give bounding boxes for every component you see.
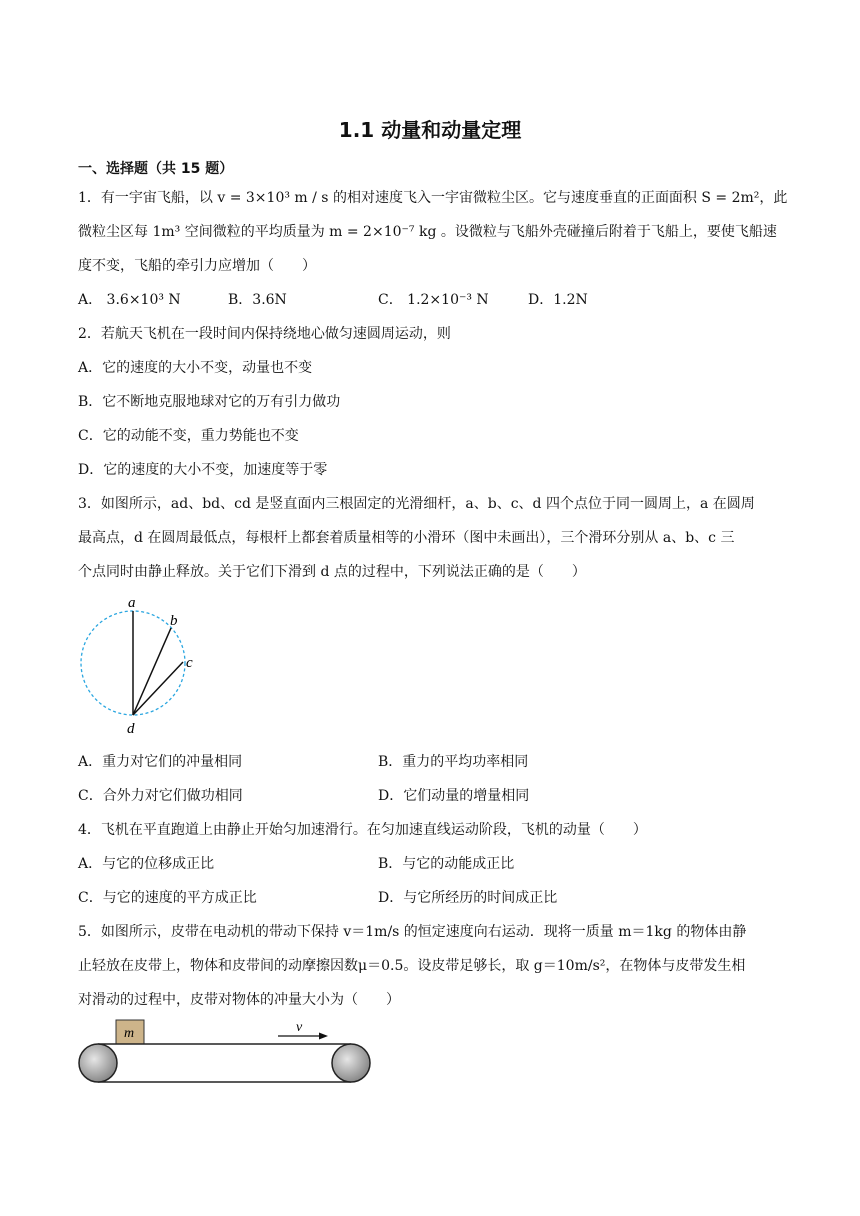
q1-option-a: A． 3.6×10³ N [78,292,181,308]
label-b: b [170,613,178,629]
q1-stem-line-2: 微粒尘区每 1m³ 空间微粒的平均质量为 m = 2×10⁻⁷ kg 。设微粒与飞船外壳碰撞后附着于飞船上，要使飞船速 [78,224,777,240]
left-roller [79,1044,117,1082]
q1-stem-line-3: 度不变，飞船的牵引力应增加（ ） [78,258,316,274]
q3-option-d: D．它们动量的增量相同 [378,788,530,804]
velocity-arrow-head [319,1033,328,1040]
velocity-label: v [296,1020,303,1035]
rod-bd [133,628,171,715]
q3-option-b: B．重力的平均功率相同 [378,754,529,770]
rod-cd [133,662,183,715]
page-title: 1.1 动量和动量定理 [338,118,522,142]
label-c: c [186,655,193,671]
q1-stem-line-1: 1．有一宇宙飞船，以 v = 3×10³ m / s 的相对速度飞入一宇宙微粒尘区。它与速度垂直的正面面积 S = 2m²，此 [78,190,788,206]
q1-option-d: D．1.2N [528,292,588,308]
block-m-label: m [124,1026,135,1041]
q3-circle-figure [72,595,212,745]
q5-stem-line-1: 5．如图所示，皮带在电动机的带动下保持 v＝1m/s 的恒定速度向右运动．现将一质量 m＝1kg 的物体由静 [78,924,747,940]
q4-option-b: B．与它的动能成正比 [378,856,515,872]
q2-option-b: B．它不断地克服地球对它的万有引力做功 [78,394,341,410]
q4-stem: 4．飞机在平直跑道上由静止开始匀加速滑行。在匀加速直线运动阶段，飞机的动量（ ） [78,822,647,838]
q1-option-c: C． 1.2×10⁻³ N [378,292,489,308]
q2-option-d: D．它的速度的大小不变，加速度等于零 [78,462,328,478]
q1-option-b: B．3.6N [228,292,287,308]
q4-option-d: D．与它所经历的时间成正比 [378,890,558,906]
q2-stem: 2．若航天飞机在一段时间内保持绕地心做匀速圆周运动，则 [78,326,451,342]
q3-stem-line-1: 3．如图所示，ad、bd、cd 是竖直面内三根固定的光滑细杆，a、b、c、d 四个点位于同一圆周上，a 在圆周 [78,496,755,512]
q4-option-c: C．与它的速度的平方成正比 [78,890,257,906]
q2-option-a: A．它的速度的大小不变，动量也不变 [78,360,313,376]
label-a: a [128,595,136,611]
q4-option-a: A．与它的位移成正比 [78,856,215,872]
q3-stem-line-2: 最高点，d 在圆周最低点，每根杆上都套着质量相等的小滑环（图中未画出），三个滑环分别从 a、b、c 三 [78,530,735,546]
q5-stem-line-3: 对滑动的过程中，皮带对物体的冲量大小为（ ） [78,992,400,1008]
q5-conveyor-figure [76,1016,376,1088]
label-d: d [127,721,135,737]
q3-option-a: A．重力对它们的冲量相同 [78,754,243,770]
q3-stem-line-3: 个点同时由静止释放。关于它们下滑到 d 点的过程中，下列说法正确的是（ ） [78,564,586,580]
q3-option-c: C．合外力对它们做功相同 [78,788,243,804]
right-roller [332,1044,370,1082]
q2-option-c: C．它的动能不变，重力势能也不变 [78,428,299,444]
section-heading: 一、选择题（共 15 题） [78,161,234,177]
q5-stem-line-2: 止轻放在皮带上，物体和皮带间的动摩擦因数μ＝0.5。设皮带足够长，取 g＝10m/s²，在物体与皮带发生相 [78,958,746,974]
